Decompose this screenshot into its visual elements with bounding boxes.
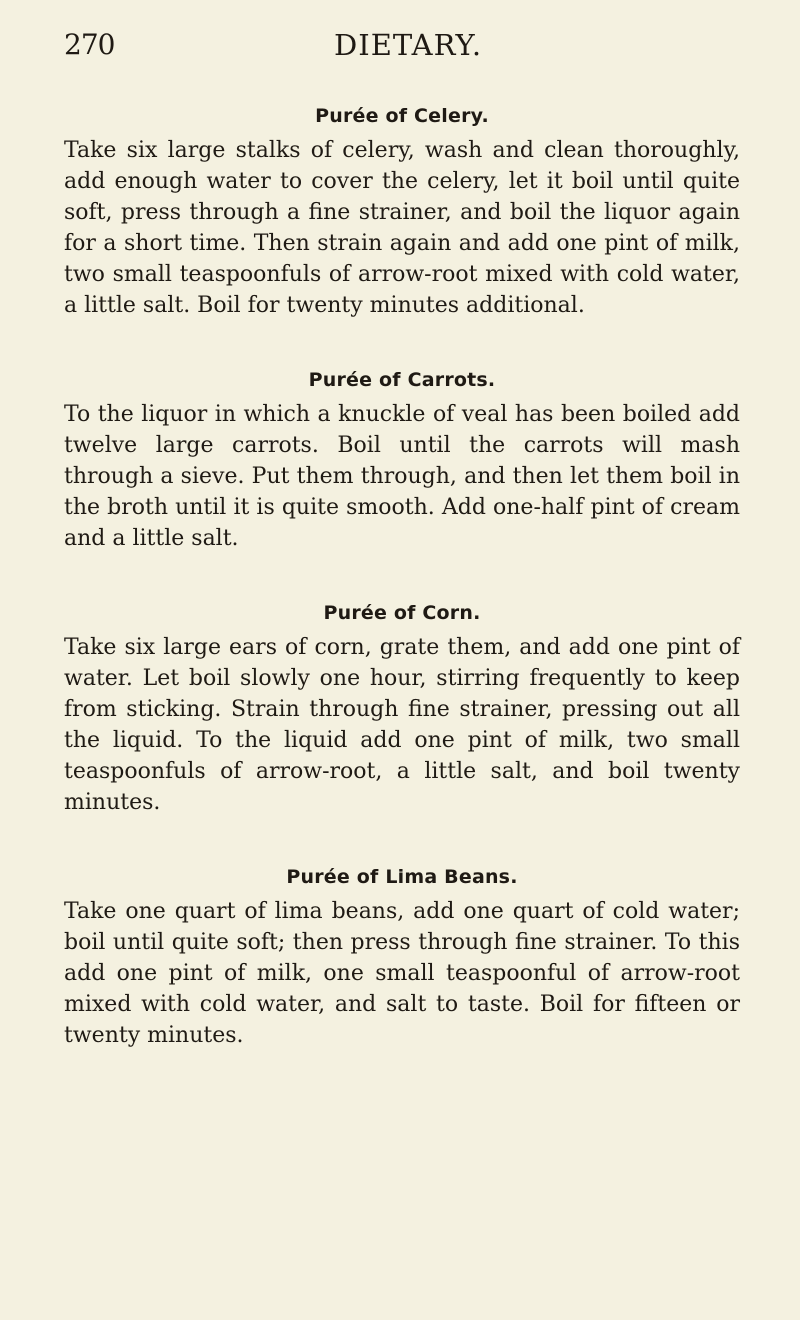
running-title: DIETARY. [334,28,483,62]
recipe-title: Purée of Lima Beans. [286,866,518,888]
page-content [64,105,740,1051]
recipe-title: Purée of Celery. [315,105,489,127]
running-head [64,28,744,68]
recipe-body: Take six large ears of corn, grate them, and add one pint of water. Let boil slowly one hour, stirring frequently to keep from sticking. Strain through fine strainer, pressing out all the liquid. To the liquid add one pint of milk, two small teaspoonfuls of arrow-root, a little salt, and boil twenty minutes. [64,635,740,815]
recipe-body: To the liquor in which a knuckle of veal has been boiled add twelve large carrots. Boil until the carrots will mash through a sieve. Put them through, and then let them boil in the broth until it is quite smooth. Add one-half pint of cream and a little salt. [64,402,740,551]
recipe-carrots [64,369,740,554]
recipe-title: Purée of Corn. [323,602,481,624]
recipe-title: Purée of Carrots. [308,369,496,391]
recipe-body: Take one quart of lima beans, add one quart of cold water; boil until quite soft; then press through fine strainer. To this add one pint of milk, one small teaspoonful of arrow-root mixed with cold water, and salt to taste. Boil for fifteen or twenty minutes. [64,899,740,1048]
page-number: 270 [64,28,115,61]
recipe-lima-beans [64,866,740,1051]
recipe-body: Take six large stalks of celery, wash and clean thoroughly, add enough water to cover the celery, let it boil until quite soft, press through a fine strainer, and boil the liquor again for a short time. Then strain again and add one pint of milk, two small teaspoonfuls of arrow-root mixed with cold water, a little salt. Boil for twenty minutes additional. [64,138,740,318]
recipe-corn [64,602,740,818]
recipe-celery [64,105,740,321]
